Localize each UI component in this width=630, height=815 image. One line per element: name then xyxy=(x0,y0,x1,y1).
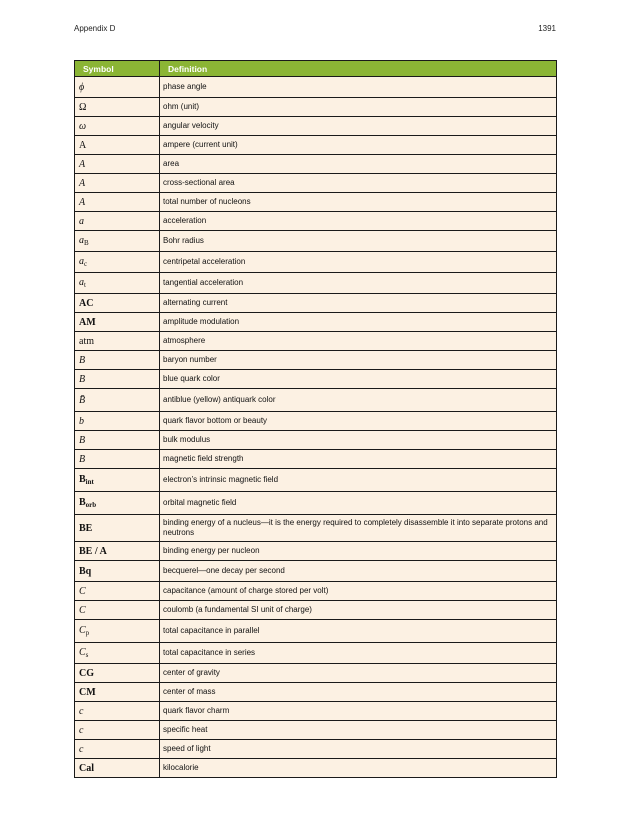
definition-cell: speed of light xyxy=(160,740,557,759)
symbol-cell xyxy=(75,683,160,702)
definition-cell: amplitude modulation xyxy=(160,313,557,332)
definition-cell: quark flavor charm xyxy=(160,702,557,721)
column-header-symbol: Symbol xyxy=(75,61,160,77)
definition-cell: total capacitance in series xyxy=(160,643,557,664)
symbol-text: A xyxy=(79,177,86,189)
symbol-text: CG xyxy=(79,667,94,679)
symbol-text: Ω xyxy=(79,101,87,113)
table-row xyxy=(75,117,557,136)
symbol-cell xyxy=(75,412,160,431)
symbol-text: B xyxy=(79,497,86,508)
symbol-cell xyxy=(75,273,160,294)
symbol-cell xyxy=(75,721,160,740)
symbol-text: a xyxy=(79,215,84,227)
definition-cell: antiblue (yellow) antiquark color xyxy=(160,389,557,412)
definition-cell: total number of nucleons xyxy=(160,193,557,212)
definition-cell: center of mass xyxy=(160,683,557,702)
symbol-subscript: B xyxy=(84,239,89,247)
symbol-text: B̄ xyxy=(79,394,86,406)
table-row xyxy=(75,370,557,389)
symbol-text: AC xyxy=(79,297,94,309)
symbol-cell xyxy=(75,542,160,561)
definition-cell: total capacitance in parallel xyxy=(160,620,557,643)
definition-cell: orbital magnetic field xyxy=(160,492,557,515)
table-row xyxy=(75,683,557,702)
symbol-subscript: c xyxy=(84,260,88,268)
symbol-cell xyxy=(75,601,160,620)
table-row xyxy=(75,759,557,778)
table-row xyxy=(75,469,557,492)
symbol-cell xyxy=(75,313,160,332)
definition-cell: phase angle xyxy=(160,77,557,98)
definition-cell: electron’s intrinsic magnetic field xyxy=(160,469,557,492)
symbol-cell xyxy=(75,561,160,582)
symbol-cell xyxy=(75,702,160,721)
symbol-text: ω xyxy=(79,120,87,132)
symbol-cell xyxy=(75,389,160,412)
definition-cell: acceleration xyxy=(160,212,557,231)
symbol-table xyxy=(74,60,557,778)
symbol-cell xyxy=(75,332,160,351)
definition-cell: capacitance (amount of charge stored per volt) xyxy=(160,582,557,601)
table-row xyxy=(75,620,557,643)
symbol-text: B xyxy=(79,474,86,485)
definition-cell: kilocalorie xyxy=(160,759,557,778)
table-row xyxy=(75,412,557,431)
definition-cell: cross-sectional area xyxy=(160,174,557,193)
table-row xyxy=(75,252,557,273)
symbol-cell xyxy=(75,155,160,174)
symbol-text: B xyxy=(79,373,86,385)
symbol-text: BE / A xyxy=(79,545,107,557)
symbol-cell xyxy=(75,643,160,664)
definition-cell: coulomb (a fundamental SI unit of charge) xyxy=(160,601,557,620)
definition-cell: binding energy of a nucleus—it is the energy required to completely disassemble it into separate protons and neutrons xyxy=(160,515,557,542)
symbol-cell xyxy=(75,759,160,778)
symbol-text: C xyxy=(79,647,86,658)
table-row xyxy=(75,273,557,294)
definition-cell: centripetal acceleration xyxy=(160,252,557,273)
definition-cell: tangential acceleration xyxy=(160,273,557,294)
symbol-text: Bq xyxy=(79,565,92,577)
symbol-text: A xyxy=(79,196,86,208)
table-row xyxy=(75,313,557,332)
definition-cell: magnetic field strength xyxy=(160,450,557,469)
table-row xyxy=(75,155,557,174)
symbol-text: C xyxy=(79,625,86,636)
table-row xyxy=(75,702,557,721)
symbol-text: B xyxy=(79,434,86,446)
symbol-cell xyxy=(75,117,160,136)
table-row xyxy=(75,721,557,740)
symbol-text: atm xyxy=(79,335,94,347)
definition-cell: center of gravity xyxy=(160,664,557,683)
symbol-text: AM xyxy=(79,316,96,328)
definition-cell: specific heat xyxy=(160,721,557,740)
definition-cell: ampere (current unit) xyxy=(160,136,557,155)
table-row xyxy=(75,431,557,450)
symbol-cell xyxy=(75,174,160,193)
table-row xyxy=(75,212,557,231)
definition-cell: Bohr radius xyxy=(160,231,557,252)
definition-cell: bulk modulus xyxy=(160,431,557,450)
symbol-text: c xyxy=(79,743,84,755)
table-row xyxy=(75,542,557,561)
symbol-cell xyxy=(75,98,160,117)
symbol-cell xyxy=(75,136,160,155)
symbol-cell xyxy=(75,740,160,759)
table-row xyxy=(75,561,557,582)
table-row xyxy=(75,643,557,664)
symbol-text: CM xyxy=(79,686,96,698)
table-row xyxy=(75,740,557,759)
definition-cell: area xyxy=(160,155,557,174)
symbol-text: B xyxy=(79,453,86,465)
table-row xyxy=(75,231,557,252)
symbol-cell xyxy=(75,582,160,601)
definition-cell: blue quark color xyxy=(160,370,557,389)
definition-cell: alternating current xyxy=(160,294,557,313)
symbol-cell xyxy=(75,515,160,542)
symbol-cell xyxy=(75,664,160,683)
symbol-text: b xyxy=(79,415,84,427)
symbol-cell xyxy=(75,431,160,450)
symbol-text: BE xyxy=(79,522,93,534)
symbol-subscript: p xyxy=(85,629,90,637)
symbol-text: c xyxy=(79,705,84,717)
symbol-cell xyxy=(75,252,160,273)
symbol-text: C xyxy=(79,585,86,597)
table-row xyxy=(75,664,557,683)
table-row xyxy=(75,193,557,212)
definition-cell: binding energy per nucleon xyxy=(160,542,557,561)
symbol-text: Cal xyxy=(79,762,94,774)
symbol-text: c xyxy=(79,724,84,736)
definition-cell: baryon number xyxy=(160,351,557,370)
symbol-text: a xyxy=(79,277,84,288)
table-row xyxy=(75,450,557,469)
table-header-row xyxy=(75,61,557,77)
definition-cell: atmosphere xyxy=(160,332,557,351)
symbol-cell xyxy=(75,620,160,643)
page-number: 1391 xyxy=(538,24,556,33)
symbol-cell xyxy=(75,370,160,389)
table-row xyxy=(75,492,557,515)
table-row xyxy=(75,98,557,117)
table-row xyxy=(75,332,557,351)
symbol-cell xyxy=(75,77,160,98)
symbol-cell xyxy=(75,231,160,252)
symbol-cell xyxy=(75,294,160,313)
symbol-subscript: orb xyxy=(85,501,97,509)
table-row xyxy=(75,582,557,601)
symbol-text: a xyxy=(79,256,84,267)
symbol-text: A xyxy=(79,139,87,151)
symbol-cell xyxy=(75,450,160,469)
definition-cell: angular velocity xyxy=(160,117,557,136)
symbol-text: B xyxy=(79,354,86,366)
definition-cell: becquerel—one decay per second xyxy=(160,561,557,582)
symbol-cell xyxy=(75,469,160,492)
definition-cell: quark flavor bottom or beauty xyxy=(160,412,557,431)
running-head: Appendix D xyxy=(74,24,116,33)
symbol-text: C xyxy=(79,604,86,616)
symbol-text: ϕ xyxy=(79,81,85,93)
table-row xyxy=(75,174,557,193)
symbol-subscript: int xyxy=(85,478,94,486)
table-row xyxy=(75,294,557,313)
symbol-cell xyxy=(75,351,160,370)
symbol-cell xyxy=(75,212,160,231)
symbol-subscript: t xyxy=(84,281,86,289)
symbol-text: a xyxy=(79,235,84,246)
table-row xyxy=(75,601,557,620)
symbol-text: A xyxy=(79,158,86,170)
symbol-subscript: s xyxy=(85,651,89,659)
table-row xyxy=(75,351,557,370)
symbol-cell xyxy=(75,193,160,212)
definition-cell: ohm (unit) xyxy=(160,98,557,117)
table-row xyxy=(75,136,557,155)
symbol-cell xyxy=(75,492,160,515)
column-header-definition: Definition xyxy=(160,61,557,77)
table-row xyxy=(75,515,557,542)
table-row xyxy=(75,77,557,98)
table-row xyxy=(75,389,557,412)
